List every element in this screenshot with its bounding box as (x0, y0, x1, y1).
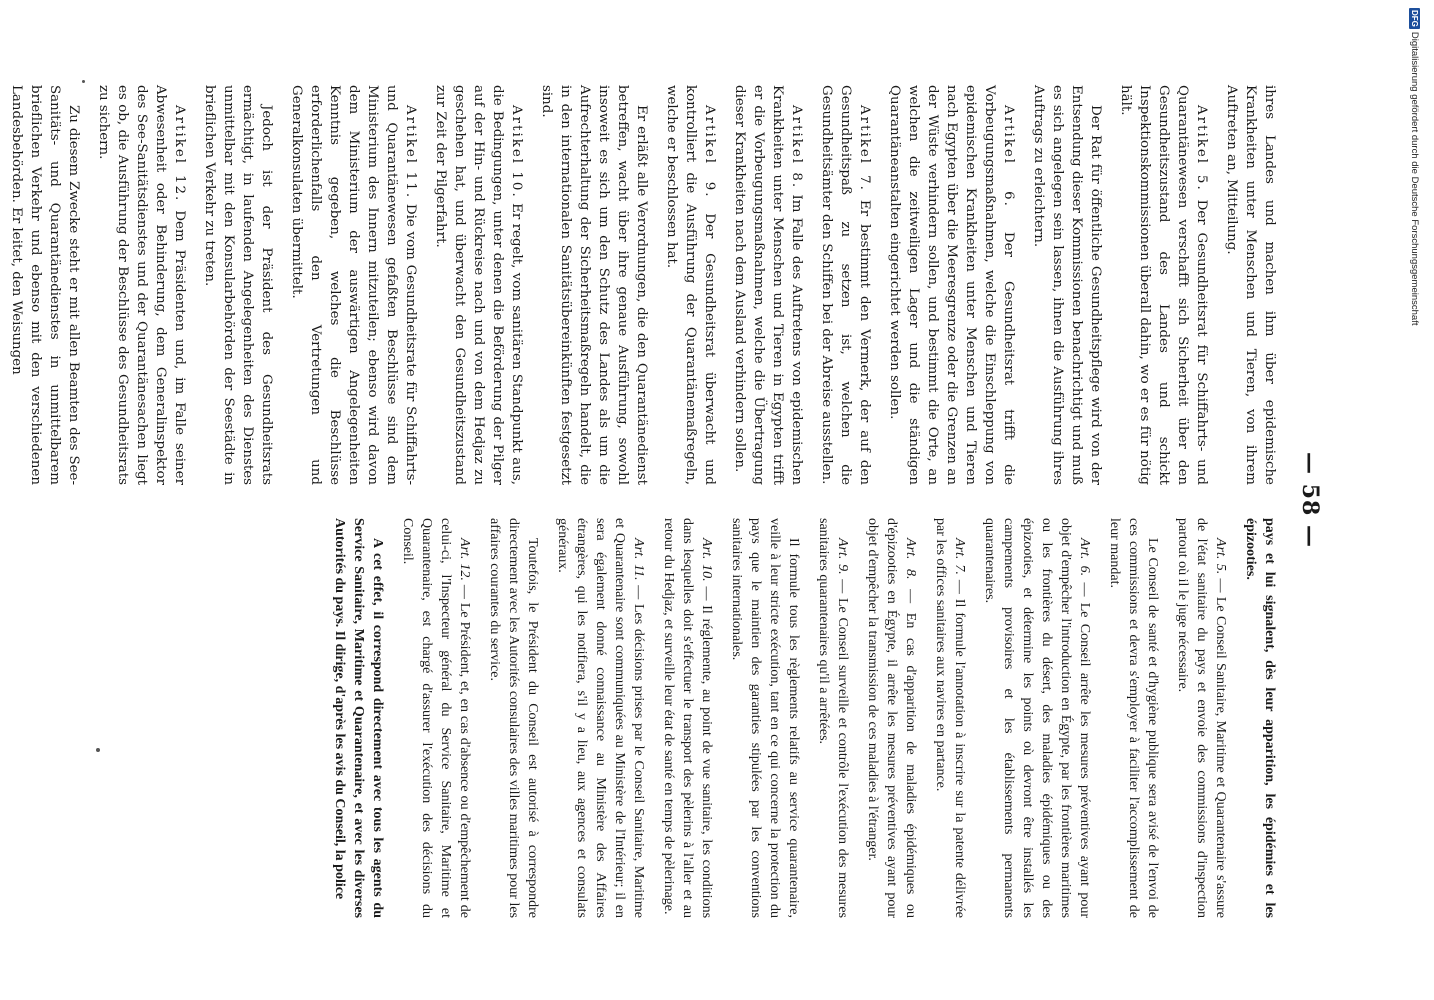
scan-speck (82, 80, 85, 83)
paragraph: pays et lui signalent, dès leur apparition, les épidémies et les épizooties. (1243, 518, 1277, 918)
attribution-text: Digitalisierung gefördert durch die Deutsche Forschungsgemeinschaft (1409, 31, 1420, 326)
dfg-attribution (1409, 8, 1420, 393)
article-heading: Art. 12. (457, 538, 472, 581)
paragraph: Artikel 7. Er bestimmt den Vermerk, der auf den Gesundheitspaß zu setzen ist, welchen die Gesundheitsämter den Schiffen bei der Abreise ausstellen. (819, 85, 872, 485)
article-heading: Artikel 7. (857, 105, 872, 192)
paragraph: Zu diesem Zwecke steht er mit allen Beamten des See-Sanitäts- und Quarantänedienstes in unmittelbarem brieflichen Verkehr und ebenso mit den verschiedenen Landesbehörden. Er leitet, den Weisungen (9, 85, 81, 485)
paragraph: Artikel 10. Er regelt, vom sanitären Standpunkt aus, die Bedingungen, unter denen die Beförderung der Pilger auf der Hin- und Rückreise nach und von dem Hedjaz zu geschehen hat, und überwacht den Gesundheitszustand zur Zeit der Pilgerfahrt. (433, 85, 524, 486)
paragraph: Jedoch ist der Präsident des Gesundheitsrats ermächtigt, in laufenden Angelegenheiten des Dienstes unmittelbar mit den Konsularbehörden der Seestädte in brieflichen Verkehr zu treten. (202, 85, 274, 485)
dfg-logo-icon: DFG (1410, 10, 1419, 27)
scanned-page (9, 70, 1327, 930)
paragraph: Der Rat für öffentliche Gesundheitspflege wird von der Entsendung dieser Kommissionen benachrichtigt und muß es sich angelegen sein lassen, ihnen die Ausführung ihres Auftrags zu erleichtern. (1031, 85, 1103, 485)
article-heading: Art. 5. (1213, 538, 1228, 575)
scan-speck (96, 748, 100, 752)
article-heading: Art. 7. (952, 538, 967, 575)
paragraph: Art. 10. — Il réglemente, au point de vue sanitaire, les conditions dans lesquelles doit s'effectuer le transport des pèlerins à l'aller et au retour du Hedjaz, et surveille leur état de santé en temps de pèlerinage. (661, 518, 714, 919)
paragraph: Toutefois, le Président du Conseil est autorisé à correspondre directement avec les Autorités consulaires des villes maritimes pour les affaires courantes du service. (487, 518, 540, 918)
article-heading: Artikel 5. (1194, 105, 1209, 192)
page-number: — 58 — (1297, 452, 1323, 548)
paragraph: ihres Landes und machen ihm über epidemische Krankheiten unter Menschen und Tieren, von ihrem Auftreten an, Mitteilung. (1224, 85, 1277, 485)
article-heading: Artikel 12. (172, 105, 187, 203)
paragraph: Art. 6. — Le Conseil arrête les mesures préventives ayant pour objet d'empêcher l'introduction en Égypte, par les frontières maritimes ou les frontières du désert, des maladies épidémiques ou des épizooties, et détermine les points où devront être installés les campements provisoires et les établissements permanents quarantenaires. (982, 518, 1092, 919)
paragraph: Art. 7. — Il formule l'annotation à inscrire sur la patente délivrée par les offices sanitaires aux navires en partance. (933, 518, 967, 918)
article-heading: Artikel 9. (702, 105, 717, 199)
paragraph: Artikel 9. Der Gesundheitsrat überwacht und kontrolliert die Ausführung der Quarantänemaßregeln, welche er beschlossen hat. (664, 85, 717, 485)
paragraph: Art. 12. — Le Président, et, en cas d'absence ou d'empêchement de celui-ci, l'Inspecteur général du Service Sanitaire, Maritime et Quarantenaire, est chargé d'assurer l'exécution des décisions du Conseil. (400, 518, 472, 919)
article-heading: Artikel 6. (1001, 105, 1016, 208)
paragraph: Art. 11. — Les décisions prises par le Conseil Sanitaire, Maritime et Quarantenaire sont communiquées au Ministère de l'Intérieur; il en sera également donné connaissance au Ministère des Affaires étrangères, qui les notifiera, s'il y a lieu, aux agences et consulats généraux. (555, 518, 646, 919)
paragraph: Artikel 8. Im Falle des Auftretens von epidemischen Krankheiten unter Menschen und Tieren in Egypten trifft er die Vorbeugungsmaßnahmen, welche die Übertragung dieser Krankheiten nach dem Ausland verhindern sollen. (732, 85, 804, 485)
paragraph: Artikel 12. Dem Präsidenten und, im Falle seiner Abwesenheit oder Behinderung, dem Generalinspektor des See-Sanitätsdienstes und der Quarantänesachen liegt es ob, die Ausführung der Beschlüsse des Gesundheitsrats zu sichern. (96, 85, 187, 486)
paragraph: Art. 8. — En cas d'apparition de maladies épidémiques ou d'épizooties en Égypte, il arrête les mesures préventives ayant pour objet d'empêcher la transmission de ces maladies à l'étranger. (865, 518, 918, 919)
paragraph: A cet effet, il correspond directement avec tous les agents du Service Sanitaire, Maritime et Quarantenaire, et avec les diverses Autorités du pays. Il dirige, d'après les avis du Conseil, la police (332, 518, 385, 918)
german-column (7, 85, 1279, 485)
article-heading: Art. 6. (1077, 538, 1092, 577)
article-heading: Art. 9. (835, 538, 850, 575)
paragraph: Il formule tous les règlements relatifs au service quarantenaire, veille à leur stricte exécution, tant en ce qui concerne la protection du pays que le maintien des garanties stipulées par les conventions sanitaires internationales. (729, 518, 801, 918)
paragraph: Artikel 6. Der Gesundheitsrat trifft die Vorbeugungsmaßnahmen, welche die Einschleppung von epidemischen Krankheiten unter Menschen und Tieren nach Egypten über die Meeresgrenze oder die Grenzen an der Wüste verhindern sollen, und bestimmt die Orte, an welchen die zeitweiligen Lager und die ständigen Quarantäneanstalten eingerichtet werden sollen. (887, 85, 1016, 485)
article-heading: Art. 11. (631, 538, 646, 581)
paragraph: Artikel 5. Der Gesundheitsrat für Schiffahrts- und Quarantänewesen verschafft sich Sicherheit über den Gesundheitszustand des Landes und schickt Inspektionskommissionen überall dahin, wo er es für nötig hält. (1118, 85, 1209, 485)
paragraph: Er erläßt alle Verordnungen, die den Quarantänedienst betreffen, wacht über ihre genaue Ausführung, sowohl insoweit es sich um den Schutz des Landes als um die Aufrechterhaltung der Sicherheitsmaßregeln handelt, die in den internationalen Sanitätsübereinkünften festgesetzt sind. (539, 85, 649, 485)
article-heading: Art. 10. (699, 538, 714, 582)
french-column (330, 518, 1279, 918)
article-heading: Artikel 11. (403, 105, 418, 200)
paragraph: Artikel 11. Die vom Gesundheitsrate für Schiffahrts- und Quarantänewesen gefaßten Beschlüsse sind dem Ministerium des Innern mitzuteilen; ebenso wird davon dem Ministerium der auswärtigen Angelegenheiten Kenntnis gegeben, welches die Beschlüsse erforderlichenfalls den Vertretungen und Generalkonsulaten übermittelt. (289, 85, 418, 486)
paragraph: Art. 5. — Le Conseil Sanitaire, Maritime et Quarantenaire s'assure de l'état sanitaire du pays et envoie des commissions d'inspection partout où il le juge nécessaire. (1175, 518, 1228, 919)
article-heading: Art. 8. (903, 538, 918, 580)
paragraph: Art. 9. — Le Conseil surveille et contrôle l'exécution des mesures sanitaires quarantenaires qu'il a arrêtées. (816, 518, 850, 918)
article-heading: Artikel 10. (509, 105, 524, 199)
article-heading: Artikel 8. (789, 105, 804, 190)
paragraph: Le Conseil de santé et d'hygiène publique sera avisé de l'envoi de ces commissions et devra s'employer à faciliter l'accomplissement de leur mandat. (1107, 518, 1160, 918)
